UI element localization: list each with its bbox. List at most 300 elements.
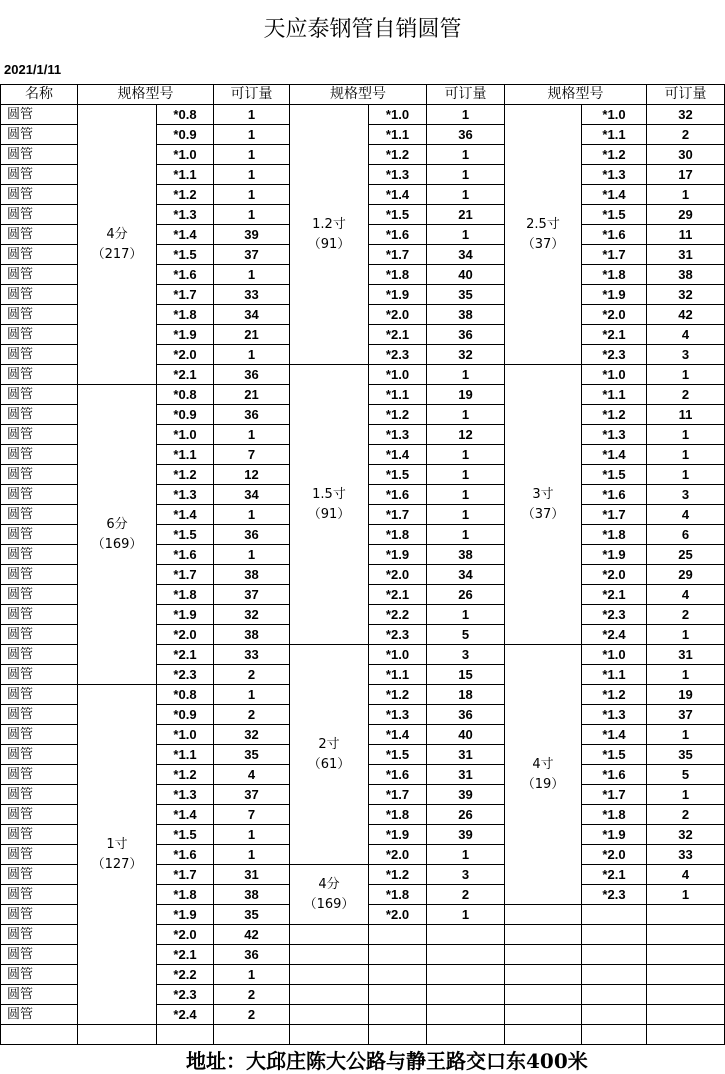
qty-cell: 1 (647, 785, 725, 805)
row-name: 圆管 (1, 285, 78, 305)
qty-cell: 32 (647, 825, 725, 845)
row-name: 圆管 (1, 445, 78, 465)
spec-cell: *1.2 (582, 405, 647, 425)
spec-cell: *1.0 (369, 365, 427, 385)
spec-cell: *1.7 (157, 565, 214, 585)
spec-cell: *1.5 (157, 525, 214, 545)
spec-cell: *2.1 (369, 325, 427, 345)
table-row (1, 1025, 725, 1045)
qty-cell: 33 (214, 285, 290, 305)
qty-cell: 4 (647, 325, 725, 345)
empty-cell (647, 905, 725, 925)
qty-cell: 37 (214, 785, 290, 805)
spec-cell: *1.0 (582, 105, 647, 125)
qty-cell: 36 (427, 125, 505, 145)
spec-cell: *1.6 (369, 225, 427, 245)
spec-cell: *2.0 (582, 845, 647, 865)
qty-cell: 12 (427, 425, 505, 445)
spec-cell: *1.4 (157, 225, 214, 245)
spec-cell: *1.8 (157, 305, 214, 325)
qty-cell: 1 (427, 505, 505, 525)
spec-cell: *2.1 (582, 325, 647, 345)
spec-cell: *1.0 (582, 365, 647, 385)
qty-cell: 19 (647, 685, 725, 705)
spec-cell: *2.2 (369, 605, 427, 625)
qty-cell: 25 (647, 545, 725, 565)
spec-cell: *2.4 (157, 1005, 214, 1025)
qty-cell: 2 (214, 705, 290, 725)
row-name: 圆管 (1, 325, 78, 345)
spec-cell: *2.1 (582, 865, 647, 885)
empty-cell (78, 1025, 157, 1045)
qty-cell: 1 (427, 365, 505, 385)
row-name: 圆管 (1, 865, 78, 885)
spec-cell: *2.1 (582, 585, 647, 605)
qty-cell: 34 (214, 485, 290, 505)
spec-cell: *2.1 (369, 585, 427, 605)
qty-cell: 42 (647, 305, 725, 325)
spec-cell: *2.0 (582, 565, 647, 585)
header-spec-2: 规格型号 (290, 85, 427, 105)
spec-cell: *1.9 (369, 545, 427, 565)
header-qty-1: 可订量 (214, 85, 290, 105)
qty-cell: 29 (647, 205, 725, 225)
spec-cell: *1.6 (582, 485, 647, 505)
spec-cell: *1.1 (369, 665, 427, 685)
row-name: 圆管 (1, 885, 78, 905)
empty-cell (369, 945, 427, 965)
spec-cell: *1.8 (582, 265, 647, 285)
qty-cell: 31 (647, 645, 725, 665)
spec-cell: *1.9 (157, 905, 214, 925)
row-name: 圆管 (1, 965, 78, 985)
qty-cell: 35 (427, 285, 505, 305)
qty-cell: 36 (214, 405, 290, 425)
empty-cell (427, 925, 505, 945)
qty-cell: 38 (427, 305, 505, 325)
spec-cell: *1.5 (582, 745, 647, 765)
spec-cell: *1.1 (157, 445, 214, 465)
empty-cell (505, 1005, 582, 1025)
spec-cell: *1.8 (157, 885, 214, 905)
spec-cell: *1.1 (369, 125, 427, 145)
qty-cell: 37 (214, 585, 290, 605)
spec-cell: *1.7 (582, 785, 647, 805)
qty-cell: 31 (427, 765, 505, 785)
qty-cell: 38 (214, 625, 290, 645)
qty-cell: 1 (647, 445, 725, 465)
spec-cell: *1.6 (157, 265, 214, 285)
spec-cell: *1.7 (369, 245, 427, 265)
qty-cell: 2 (427, 885, 505, 905)
row-name: 圆管 (1, 405, 78, 425)
empty-cell (369, 985, 427, 1005)
qty-cell: 1 (647, 185, 725, 205)
spec-cell: *2.0 (157, 345, 214, 365)
spec-cell: *1.8 (582, 525, 647, 545)
qty-cell: 1 (427, 185, 505, 205)
empty-cell (427, 945, 505, 965)
group-label: 2.5寸 （37） (505, 105, 582, 365)
spec-cell: *1.2 (157, 765, 214, 785)
qty-cell: 32 (647, 105, 725, 125)
empty-cell (505, 925, 582, 945)
row-name: 圆管 (1, 645, 78, 665)
qty-cell: 38 (427, 545, 505, 565)
empty-cell (290, 1005, 369, 1025)
empty-cell (369, 925, 427, 945)
spec-cell: *1.3 (369, 165, 427, 185)
spec-cell: *1.4 (369, 725, 427, 745)
empty-cell (647, 1005, 725, 1025)
empty-cell (647, 985, 725, 1005)
spec-cell: *1.2 (369, 405, 427, 425)
qty-cell: 4 (647, 505, 725, 525)
spec-cell: *0.8 (157, 385, 214, 405)
spec-cell: *1.9 (157, 325, 214, 345)
row-name: 圆管 (1, 265, 78, 285)
row-name: 圆管 (1, 225, 78, 245)
qty-cell: 38 (214, 885, 290, 905)
qty-cell: 38 (214, 565, 290, 585)
spec-cell: *2.0 (369, 305, 427, 325)
qty-cell: 2 (214, 665, 290, 685)
row-name: 圆管 (1, 465, 78, 485)
qty-cell: 34 (214, 305, 290, 325)
qty-cell: 1 (214, 105, 290, 125)
spec-cell: *0.9 (157, 405, 214, 425)
qty-cell: 1 (214, 845, 290, 865)
spec-cell: *2.0 (157, 625, 214, 645)
spec-cell: *2.3 (369, 345, 427, 365)
qty-cell: 31 (647, 245, 725, 265)
spec-cell: *2.0 (369, 565, 427, 585)
spec-cell: *1.1 (157, 165, 214, 185)
row-name: 圆管 (1, 725, 78, 745)
qty-cell: 1 (427, 405, 505, 425)
spec-cell: *1.6 (582, 765, 647, 785)
row-name: 圆管 (1, 425, 78, 445)
empty-cell (582, 985, 647, 1005)
qty-cell: 39 (214, 225, 290, 245)
spec-cell: *1.9 (582, 545, 647, 565)
row-name: 圆管 (1, 745, 78, 765)
spec-cell: *1.5 (369, 465, 427, 485)
spec-cell: *1.6 (157, 845, 214, 865)
qty-cell: 15 (427, 665, 505, 685)
table-row (1, 105, 725, 125)
row-name: 圆管 (1, 1005, 78, 1025)
qty-cell: 7 (214, 445, 290, 465)
qty-cell: 21 (214, 385, 290, 405)
qty-cell: 1 (214, 205, 290, 225)
qty-cell: 6 (647, 525, 725, 545)
spec-cell: *1.1 (369, 385, 427, 405)
qty-cell: 29 (647, 565, 725, 585)
qty-cell: 4 (647, 865, 725, 885)
group-label: 4分 （169） (290, 865, 369, 925)
qty-cell: 30 (647, 145, 725, 165)
qty-cell: 1 (427, 145, 505, 165)
empty-cell (290, 985, 369, 1005)
empty-cell (427, 1005, 505, 1025)
spec-cell: *0.8 (157, 105, 214, 125)
spec-cell: *1.5 (157, 825, 214, 845)
qty-cell: 12 (214, 465, 290, 485)
qty-cell: 33 (647, 845, 725, 865)
qty-cell: 1 (427, 845, 505, 865)
header-spec-3: 规格型号 (505, 85, 647, 105)
row-name: 圆管 (1, 145, 78, 165)
qty-cell: 38 (647, 265, 725, 285)
qty-cell: 2 (647, 385, 725, 405)
group-label: 1.2寸 （91） (290, 105, 369, 365)
spec-cell: *1.8 (369, 885, 427, 905)
spec-cell: *1.1 (582, 665, 647, 685)
qty-cell: 7 (214, 805, 290, 825)
qty-cell: 1 (647, 365, 725, 385)
spec-cell: *1.5 (369, 745, 427, 765)
qty-cell: 1 (647, 725, 725, 745)
row-name: 圆管 (1, 765, 78, 785)
empty-cell (427, 985, 505, 1005)
row-name: 圆管 (1, 805, 78, 825)
spec-cell: *1.2 (157, 465, 214, 485)
row-name: 圆管 (1, 345, 78, 365)
row-name: 圆管 (1, 685, 78, 705)
qty-cell: 1 (427, 165, 505, 185)
empty-cell (505, 985, 582, 1005)
row-name: 圆管 (1, 705, 78, 725)
spec-cell: *1.3 (157, 485, 214, 505)
group-label: 1寸 （127） (78, 685, 157, 1025)
empty-cell (369, 965, 427, 985)
qty-cell: 5 (647, 765, 725, 785)
qty-cell: 2 (647, 125, 725, 145)
qty-cell: 26 (427, 805, 505, 825)
spec-cell: *1.7 (369, 505, 427, 525)
qty-cell: 1 (214, 185, 290, 205)
qty-cell: 35 (214, 745, 290, 765)
qty-cell: 1 (214, 685, 290, 705)
spec-cell: *1.8 (582, 805, 647, 825)
spec-cell: *1.8 (369, 265, 427, 285)
empty-cell (647, 945, 725, 965)
row-name: 圆管 (1, 245, 78, 265)
spec-cell: *1.8 (369, 525, 427, 545)
header-qty-3: 可订量 (647, 85, 725, 105)
qty-cell: 40 (427, 265, 505, 285)
qty-cell: 33 (214, 645, 290, 665)
qty-cell: 1 (647, 465, 725, 485)
inventory-table (0, 84, 725, 1045)
qty-cell: 4 (647, 585, 725, 605)
spec-cell: *2.0 (369, 845, 427, 865)
qty-cell: 32 (214, 725, 290, 745)
qty-cell: 1 (214, 825, 290, 845)
row-name: 圆管 (1, 825, 78, 845)
address-footer: 地址：大邱庄陈大公路与静王路交口东400米 (186, 1049, 588, 1073)
empty-cell (290, 925, 369, 945)
spec-cell: *1.3 (582, 425, 647, 445)
empty-cell (290, 945, 369, 965)
empty-cell (647, 925, 725, 945)
spec-cell: *1.3 (157, 785, 214, 805)
spec-cell: *1.9 (157, 605, 214, 625)
spec-cell: *1.9 (582, 825, 647, 845)
qty-cell: 18 (427, 685, 505, 705)
row-name: 圆管 (1, 945, 78, 965)
qty-cell: 1 (214, 545, 290, 565)
spec-cell: *1.5 (582, 465, 647, 485)
spec-cell: *1.7 (369, 785, 427, 805)
spec-cell: *1.6 (582, 225, 647, 245)
empty-cell (582, 1025, 647, 1045)
row-name: 圆管 (1, 605, 78, 625)
qty-cell: 37 (647, 705, 725, 725)
qty-cell: 1 (647, 665, 725, 685)
spec-cell: *2.1 (157, 945, 214, 965)
spec-cell: *2.2 (157, 965, 214, 985)
spec-cell: *1.3 (582, 705, 647, 725)
empty-cell (582, 925, 647, 945)
spec-cell: *1.7 (157, 865, 214, 885)
qty-cell: 36 (214, 365, 290, 385)
spec-cell: *0.9 (157, 705, 214, 725)
row-name: 圆管 (1, 485, 78, 505)
empty-cell (505, 905, 582, 925)
qty-cell: 1 (427, 905, 505, 925)
row-name: 圆管 (1, 305, 78, 325)
spec-cell: *2.3 (582, 885, 647, 905)
spec-cell: *1.9 (369, 285, 427, 305)
group-label: 2寸 （61） (290, 645, 369, 865)
group-label: 1.5寸 （91） (290, 365, 369, 645)
spec-cell: *1.5 (369, 205, 427, 225)
date-label: 2021/1/11 (4, 62, 62, 77)
spec-cell: *2.0 (157, 925, 214, 945)
empty-cell (647, 1025, 725, 1045)
spec-cell: *1.4 (157, 505, 214, 525)
row-name: 圆管 (1, 505, 78, 525)
group-label: 3寸 （37） (505, 365, 582, 645)
row-name: 圆管 (1, 905, 78, 925)
qty-cell: 1 (214, 165, 290, 185)
spec-cell: *1.0 (157, 725, 214, 745)
group-label: 6分 （169） (78, 385, 157, 685)
qty-cell: 26 (427, 585, 505, 605)
qty-cell: 32 (214, 605, 290, 625)
header-name: 名称 (1, 85, 78, 105)
qty-cell: 42 (214, 925, 290, 945)
empty-cell (505, 1025, 582, 1045)
empty-cell (369, 1025, 427, 1045)
qty-cell: 1 (214, 505, 290, 525)
qty-cell: 1 (214, 145, 290, 165)
row-name: 圆管 (1, 545, 78, 565)
spec-cell: *1.9 (582, 285, 647, 305)
row-name: 圆管 (1, 625, 78, 645)
qty-cell: 34 (427, 565, 505, 585)
spec-cell: *2.3 (369, 625, 427, 645)
spec-cell: *2.1 (157, 645, 214, 665)
page-title: 天应泰钢管自销圆管 (263, 17, 462, 42)
spec-cell: *1.4 (582, 445, 647, 465)
qty-cell: 39 (427, 785, 505, 805)
qty-cell: 21 (214, 325, 290, 345)
qty-cell: 36 (214, 525, 290, 545)
row-name: 圆管 (1, 845, 78, 865)
qty-cell: 1 (427, 225, 505, 245)
qty-cell: 5 (427, 625, 505, 645)
qty-cell: 1 (427, 525, 505, 545)
qty-cell: 1 (647, 425, 725, 445)
spec-cell: *1.2 (369, 685, 427, 705)
empty-cell (647, 965, 725, 985)
empty-cell (427, 965, 505, 985)
row-name: 圆管 (1, 125, 78, 145)
qty-cell: 11 (647, 225, 725, 245)
spec-cell: *1.6 (157, 545, 214, 565)
qty-cell: 4 (214, 765, 290, 785)
spec-cell: *1.1 (582, 385, 647, 405)
spec-cell: *1.7 (582, 505, 647, 525)
row-name: 圆管 (1, 365, 78, 385)
spec-cell: *1.5 (157, 245, 214, 265)
qty-cell: 32 (647, 285, 725, 305)
empty-cell (582, 1005, 647, 1025)
spec-cell: *1.2 (369, 145, 427, 165)
qty-cell: 21 (427, 205, 505, 225)
qty-cell: 36 (427, 705, 505, 725)
spec-cell: *1.4 (369, 185, 427, 205)
spec-cell: *1.4 (582, 185, 647, 205)
qty-cell: 1 (647, 885, 725, 905)
empty-cell (505, 965, 582, 985)
spec-cell: *1.0 (157, 145, 214, 165)
empty-cell (582, 905, 647, 925)
spec-cell: *1.3 (582, 165, 647, 185)
spec-cell: *1.5 (582, 205, 647, 225)
row-name: 圆管 (1, 565, 78, 585)
qty-cell: 3 (427, 645, 505, 665)
qty-cell: 39 (427, 825, 505, 845)
spec-cell: *1.6 (369, 485, 427, 505)
row-name: 圆管 (1, 165, 78, 185)
spec-cell: *1.9 (369, 825, 427, 845)
qty-cell: 1 (427, 485, 505, 505)
row-name: 圆管 (1, 185, 78, 205)
row-name: 圆管 (1, 665, 78, 685)
row-name: 圆管 (1, 385, 78, 405)
spec-cell: *1.0 (157, 425, 214, 445)
qty-cell: 3 (647, 485, 725, 505)
empty-cell (214, 1025, 290, 1045)
spec-cell: *1.2 (157, 185, 214, 205)
qty-cell: 35 (647, 745, 725, 765)
spec-cell: *1.8 (369, 805, 427, 825)
qty-cell: 19 (427, 385, 505, 405)
spec-cell: *2.3 (157, 985, 214, 1005)
qty-cell: 2 (214, 985, 290, 1005)
spec-cell: *2.1 (157, 365, 214, 385)
spec-cell: *1.4 (157, 805, 214, 825)
spec-cell: *2.3 (157, 665, 214, 685)
row-name: 圆管 (1, 525, 78, 545)
empty-cell (427, 1025, 505, 1045)
qty-cell: 2 (647, 605, 725, 625)
qty-cell: 1 (214, 425, 290, 445)
